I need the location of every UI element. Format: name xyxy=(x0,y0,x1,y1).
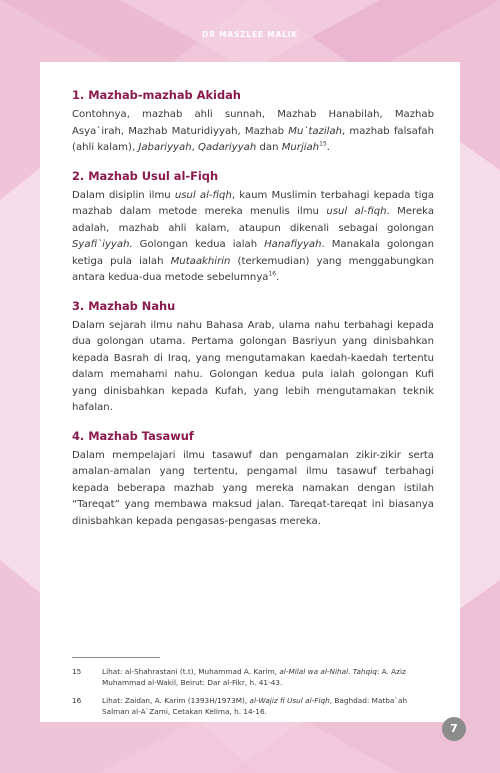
italic-term: Hanafiyyah xyxy=(264,239,322,250)
text-run: Contohnya, mazhab ahli sunnah, Mazhab Hanabilah, Mazhab Asya`irah, Mazhab Maturidiyyah, Mazhab xyxy=(72,109,434,137)
italic-term: Mutaakhirin xyxy=(170,255,231,267)
section-nahu xyxy=(72,299,434,417)
text-run: . xyxy=(276,272,280,283)
footnote-16 xyxy=(72,695,434,717)
italic-term: Jabariyyah xyxy=(138,142,192,153)
footnote-ref[interactable]: 15 xyxy=(319,140,327,148)
section-heading: 1. Mazhab-mazhab Akidah xyxy=(72,88,241,102)
section-heading: 3. Mazhab Nahu xyxy=(72,298,176,313)
footnote-ref[interactable]: 16 xyxy=(268,270,277,278)
section-akidah xyxy=(72,88,434,157)
text-run: . Manakala golongan ketiga pula ialah xyxy=(72,239,434,267)
text-run: : A. Aziz Muhammad al-Wakil, Beirut: Dar al-Fikr, h. 41-43. xyxy=(102,667,406,687)
italic-term: Tahqiq xyxy=(352,667,377,676)
italic-term: Qadariyyah xyxy=(198,142,257,153)
italic-term: Syafi`iyyah. xyxy=(72,239,133,250)
footnote-15 xyxy=(72,666,434,688)
text-run: Golongan kedua ialah xyxy=(132,239,265,250)
page-number-badge: 7 xyxy=(442,717,466,741)
text-run: Dalam disiplin ilmu xyxy=(72,189,175,201)
section-tasawuf xyxy=(72,429,434,531)
text-run: , mazhab falsafah (ahli kalam), xyxy=(72,125,434,153)
text-run: , xyxy=(191,142,199,153)
section-heading: 2. Mazhab Usul al-Fiqh xyxy=(72,168,219,183)
footnote-divider xyxy=(72,657,160,658)
section-heading: 4. Mazhab Tasawuf xyxy=(72,428,194,443)
footnote-number: 16 xyxy=(72,696,82,705)
italic-term: usul al-fiqh xyxy=(326,206,387,217)
text-run: . xyxy=(348,667,353,676)
section-paragraph xyxy=(72,107,434,157)
section-paragraph: Dalam mempelajari ilmu tasawuf dan pengamalan zikir-zikir serta amalan-amalan yang tertentu, pengamal ilmu tasawuf terbahagi kepada beberapa mazhab yang mereka namakan dengan istilah “Tareqat” yang membawa maksud jalan. Tareqat-tareqat ini biasanya dinisbahkan kepada pengasas-pengasas mereka. xyxy=(72,449,434,527)
footnote-text xyxy=(102,695,434,717)
italic-term: al-Milal wa al-Nihal xyxy=(279,667,349,676)
italic-term: al-Wajiz fi Usul al-Fiqh xyxy=(249,696,330,705)
text-run: , Baghdad: Matba`ah Salman al-A`Zami, Cetakan Kelima, h. 14-16. xyxy=(102,696,408,716)
italic-term: usul al-fiqh xyxy=(174,189,232,201)
italic-term: Mu`tazilah xyxy=(288,125,343,137)
text-run: (terkemudian) yang menggabungkan antara kedua-dua metode sebelumnya xyxy=(72,255,434,283)
section-paragraph: Dalam sejarah ilmu nahu Bahasa Arab, ulama nahu terbahagi kepada dua golongan utama. Pertama golongan Basriyun yang dinisbahkan kepada Basrah di Iraq, yang mengutamakan kaedah-kaedah tertentu dalam memahami nahu. Golongan kedua pula ialah golongan Kufi yang dinisbahkan kepada Kufah, yang lebih mengutamakan teknik hafalan. xyxy=(72,319,434,413)
text-run: Lihat: al-Shahrastani (t.t), Muhammad A. Karim, xyxy=(102,667,280,676)
section-paragraph xyxy=(72,188,434,287)
text-run: dan xyxy=(256,142,282,153)
text-run: Lihat: Zaidan, A. Karim (1393H/1973M), xyxy=(102,696,250,705)
text-run: . xyxy=(326,142,330,153)
footnote-number: 15 xyxy=(72,667,82,676)
italic-term: Murjiah xyxy=(281,142,320,153)
footnote-text xyxy=(102,666,434,688)
main-content xyxy=(72,88,434,542)
text-run: , kaum Muslimin terbahagi kepada tiga mazhab dalam metode mereka menulis ilmu xyxy=(72,189,435,217)
section-usul-fiqh xyxy=(72,169,434,287)
running-header: DR MASZLEE MALIK xyxy=(202,30,298,39)
text-run: . Mereka adalah, mazhab ahli kalam, ataupun dikenali sebagai golongan xyxy=(72,206,435,234)
